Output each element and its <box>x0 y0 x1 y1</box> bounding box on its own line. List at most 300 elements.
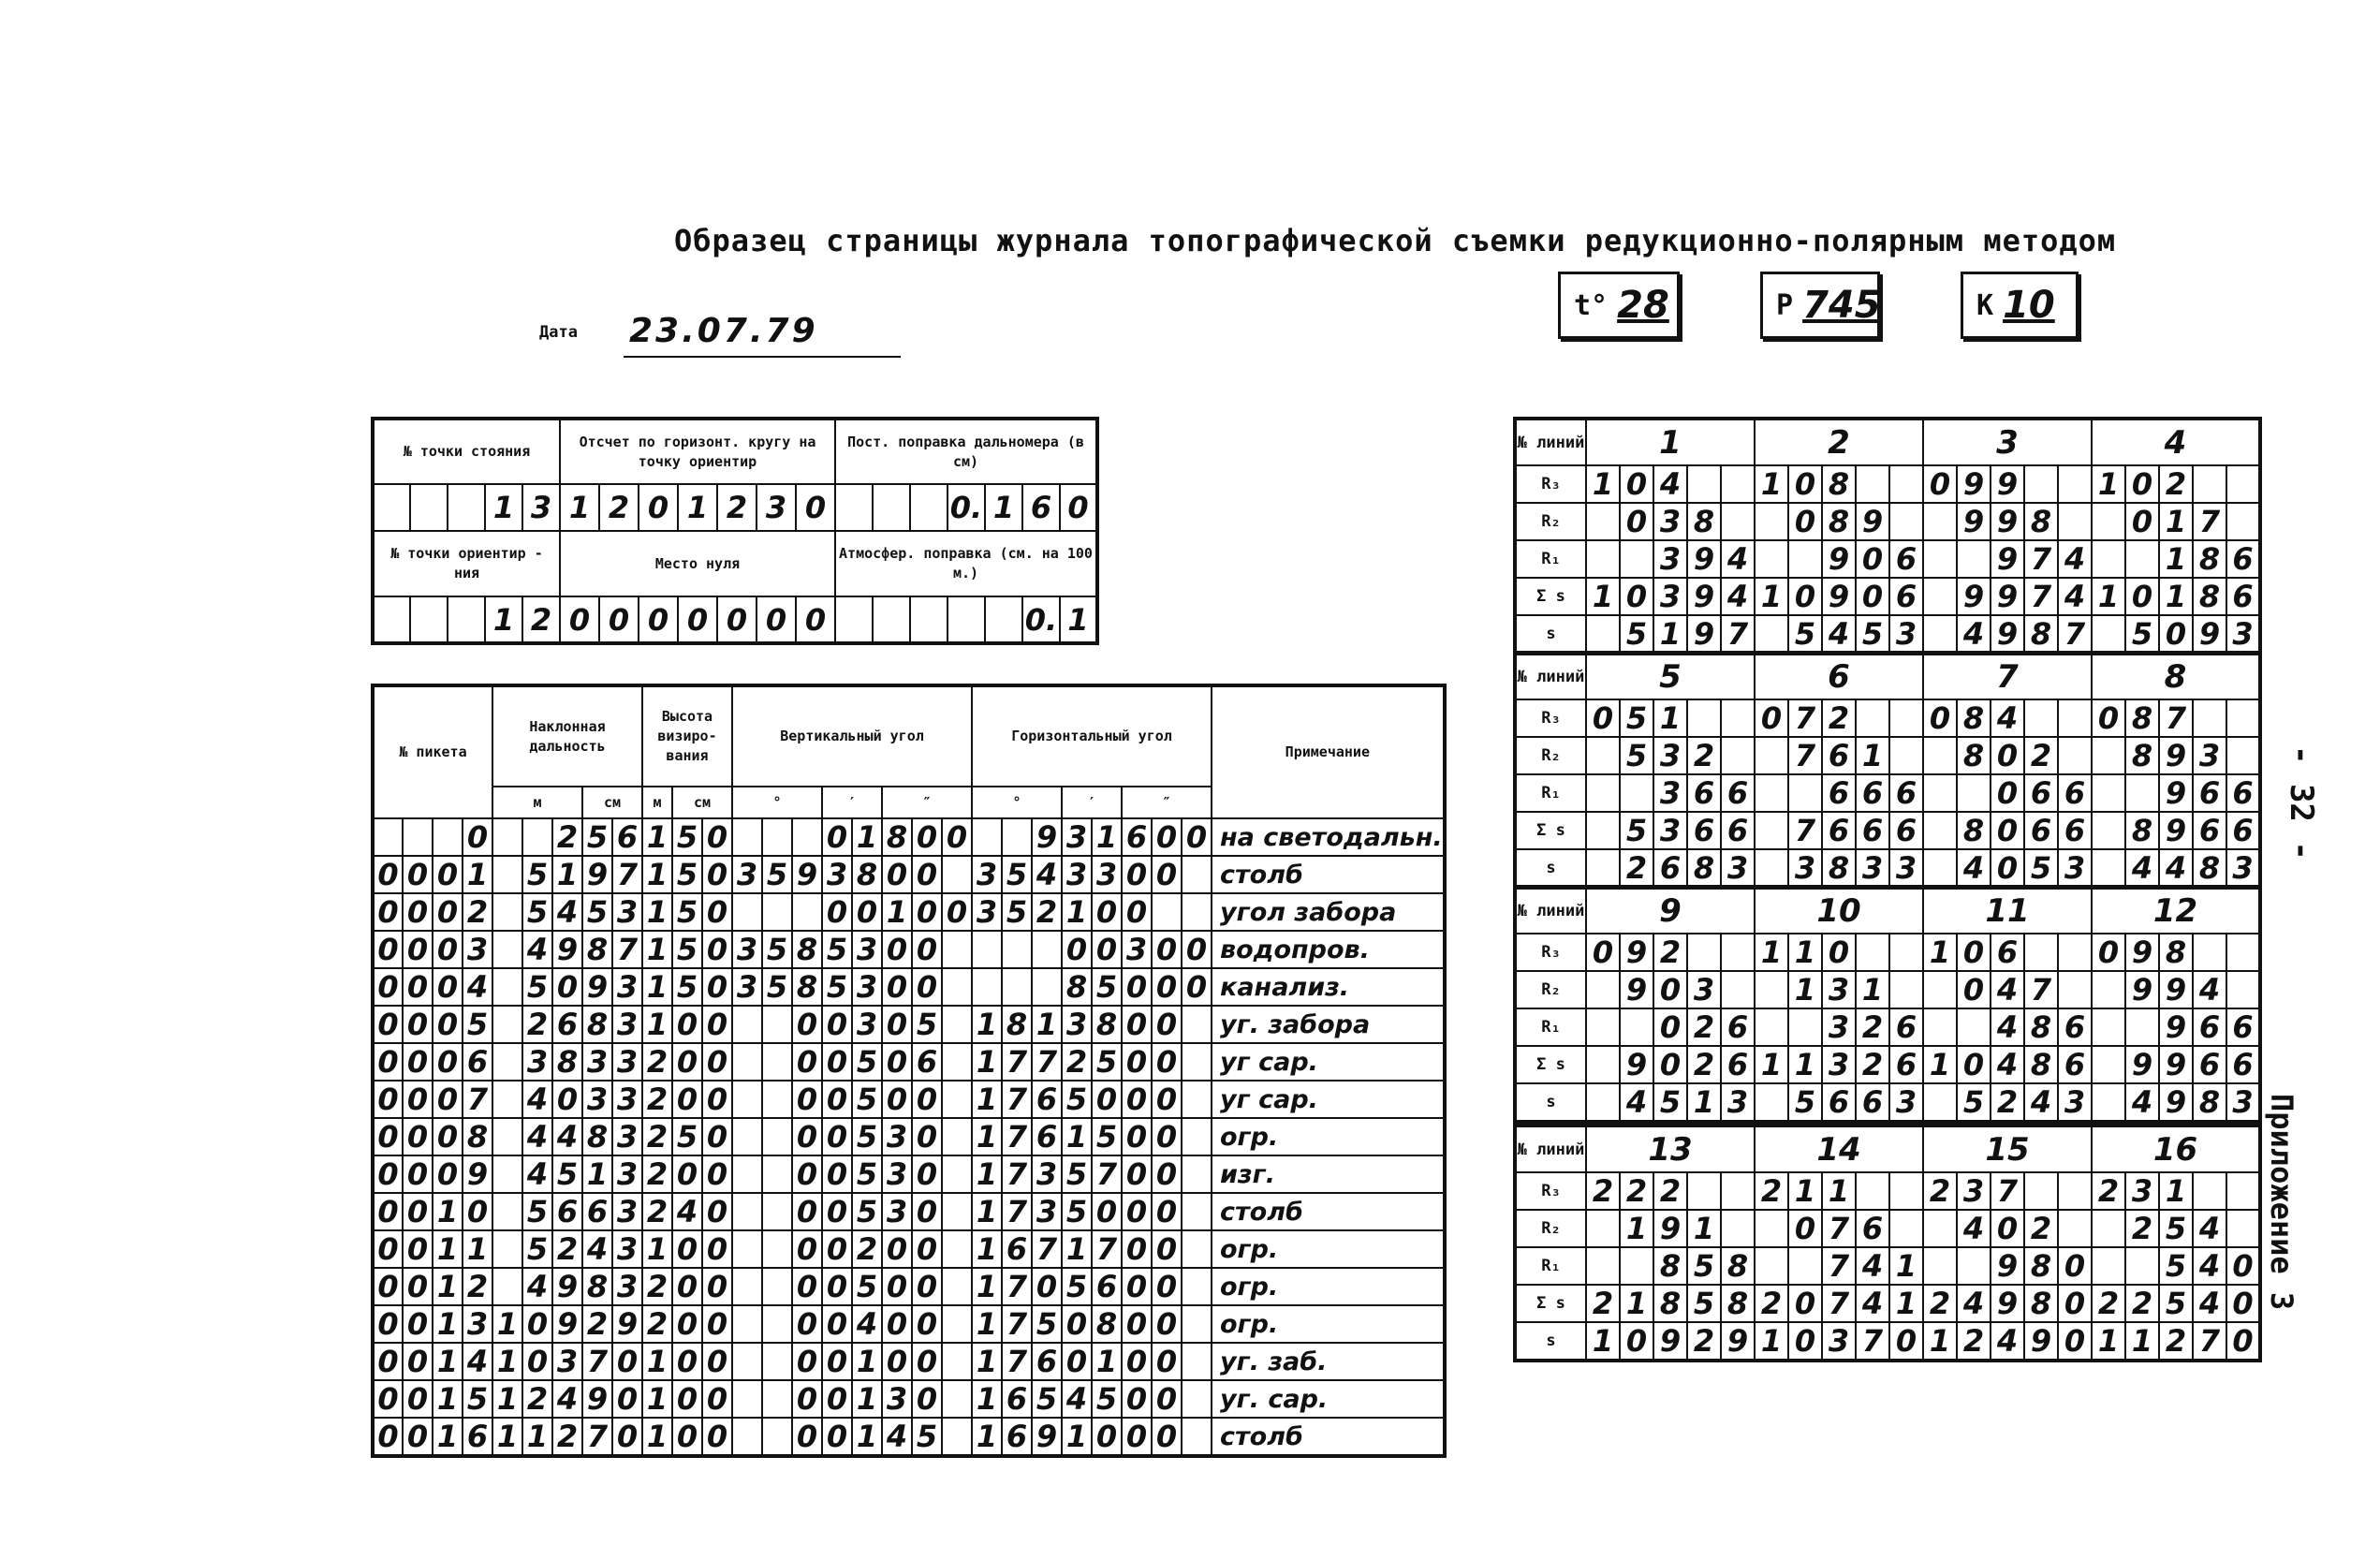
digit-cell: 3 <box>1889 1083 1923 1122</box>
digit-cell: 8 <box>2024 503 2058 540</box>
digit-cell <box>1152 893 1182 931</box>
digit-cell: 2 <box>1991 1083 2024 1122</box>
digit-cell: 0 <box>403 1418 433 1456</box>
badge-value: 745 <box>1802 284 1881 327</box>
digit-cell: 3 <box>882 1118 912 1155</box>
digit-cell <box>1687 1172 1721 1210</box>
digit-cell: 0 <box>882 931 912 968</box>
digit-cell <box>1856 465 1889 503</box>
digit-cell: 1 <box>972 1230 1002 1268</box>
line-number: 3 <box>1923 419 2092 465</box>
digit-cell <box>2226 1172 2260 1210</box>
digit-cell: 0 <box>822 1418 852 1456</box>
digit-cell: 8 <box>582 931 612 968</box>
digit-cell <box>2092 849 2125 888</box>
table-row <box>1515 540 2260 578</box>
digit-cell: 1 <box>678 484 717 531</box>
digit-cell: 6 <box>582 1193 612 1230</box>
digit-cell: 1 <box>1620 1285 1653 1322</box>
digit-cell: 8 <box>1957 699 1991 737</box>
digit-cell: 5 <box>1620 699 1653 737</box>
digit-cell: 6 <box>552 1006 582 1043</box>
digit-cell <box>1586 1083 1620 1122</box>
digit-cell: 2 <box>642 1193 672 1230</box>
digit-cell: 0 <box>433 968 463 1006</box>
digit-cell <box>762 1418 792 1456</box>
digit-cell: 2 <box>642 1155 672 1193</box>
digit-cell: 3 <box>612 893 642 931</box>
digit-cell <box>1586 812 1620 849</box>
digit-cell: 0 <box>552 968 582 1006</box>
table-row <box>1515 1008 2260 1046</box>
digit-cell: 9 <box>1687 578 1721 615</box>
digit-cell: 9 <box>1991 1285 2024 1322</box>
digit-cell: 5 <box>1062 1268 1092 1305</box>
digit-cell: 8 <box>2125 737 2159 774</box>
digit-cell: 6 <box>1889 540 1923 578</box>
digit-cell <box>762 1155 792 1193</box>
digit-cell: 0 <box>612 1343 642 1380</box>
digit-cell: 0 <box>1092 1081 1122 1118</box>
digit-cell <box>2092 1083 2125 1122</box>
digit-cell <box>2024 465 2058 503</box>
digit-cell: 0 <box>672 1380 702 1418</box>
digit-cell: 6 <box>1032 1081 1062 1118</box>
digit-cell: 0 <box>792 1155 822 1193</box>
lines-block-4 <box>1513 1124 2262 1362</box>
digit-cell: 5 <box>1687 1247 1721 1285</box>
digit-cell: 1 <box>642 1343 672 1380</box>
digit-cell: 0 <box>373 893 403 931</box>
unit-m: м <box>642 787 672 818</box>
digit-cell: 0 <box>1991 774 2024 812</box>
digit-cell: 0 <box>373 931 403 968</box>
digit-cell <box>1002 931 1032 968</box>
digit-cell <box>1889 971 1923 1008</box>
digit-cell: 0 <box>942 818 972 856</box>
page-title: Образец страницы журнала топографической съемки редукционно-полярным методом <box>674 223 2117 258</box>
digit-cell: 1 <box>985 484 1022 531</box>
digit-cell: 6 <box>912 1043 942 1081</box>
header-const-correction: Пост. поправка дальномера (в см) <box>835 419 1097 484</box>
digit-cell <box>1721 971 1755 1008</box>
digit-cell <box>1721 934 1755 971</box>
digit-cell <box>1923 1083 1957 1122</box>
digit-cell: 1 <box>972 1193 1002 1230</box>
digit-cell: 1 <box>972 1118 1002 1155</box>
digit-cell: 0 <box>702 1043 732 1081</box>
digit-cell <box>1788 1008 1822 1046</box>
digit-cell: 4 <box>2193 1210 2226 1247</box>
row-label: R₂ <box>1515 503 1586 540</box>
digit-cell: 0 <box>702 1155 732 1193</box>
digit-cell <box>373 596 410 643</box>
digit-cell <box>2092 737 2125 774</box>
digit-cell: 0 <box>1182 818 1212 856</box>
digit-cell: 2 <box>1653 934 1687 971</box>
digit-cell <box>1182 1081 1212 1118</box>
digit-cell: 0 <box>552 1081 582 1118</box>
digit-cell: 1 <box>972 1268 1002 1305</box>
digit-cell <box>1620 774 1653 812</box>
digit-cell: 6 <box>1122 818 1152 856</box>
digit-cell <box>1957 1008 1991 1046</box>
digit-cell: 0 <box>403 1343 433 1380</box>
digit-cell: 6 <box>2226 1046 2260 1083</box>
digit-cell: 7 <box>1002 1043 1032 1081</box>
digit-cell: 6 <box>1822 774 1856 812</box>
digit-cell: 5 <box>1856 615 1889 654</box>
digit-cell: 4 <box>522 1118 552 1155</box>
digit-cell: 1 <box>1822 1172 1856 1210</box>
digit-cell: 2 <box>1032 893 1062 931</box>
table-row <box>1515 1083 2260 1122</box>
digit-cell: 9 <box>582 968 612 1006</box>
digit-cell <box>1586 1008 1620 1046</box>
digit-cell <box>762 1230 792 1268</box>
digit-cell: 2 <box>1687 1322 1721 1361</box>
digit-cell: 0 <box>1788 1322 1822 1361</box>
digit-cell: 3 <box>1957 1172 1991 1210</box>
digit-cell: 5 <box>1032 1305 1062 1343</box>
note-cell: канализ. <box>1212 968 1445 1006</box>
row-label: R₁ <box>1515 774 1586 812</box>
digit-cell: 9 <box>2159 1046 2193 1083</box>
digit-cell <box>1755 1008 1788 1046</box>
digit-cell: 6 <box>463 1418 492 1456</box>
line-number: 13 <box>1586 1126 1755 1172</box>
digit-cell: 8 <box>1687 503 1721 540</box>
digit-cell <box>732 1230 762 1268</box>
digit-cell: 5 <box>672 931 702 968</box>
digit-cell <box>2024 699 2058 737</box>
digit-cell: 0 <box>912 1380 942 1418</box>
digit-cell: 0 <box>912 818 942 856</box>
digit-cell: 7 <box>1822 1285 1856 1322</box>
digit-cell: 2 <box>642 1118 672 1155</box>
digit-cell: 6 <box>2193 774 2226 812</box>
digit-cell: 0 <box>1152 968 1182 1006</box>
digit-cell: 7 <box>1788 812 1822 849</box>
digit-cell <box>2226 1210 2260 1247</box>
digit-cell: 0 <box>1122 1305 1152 1343</box>
digit-cell: 3 <box>882 1193 912 1230</box>
digit-cell: 0 <box>2226 1322 2260 1361</box>
digit-cell: 0 <box>702 931 732 968</box>
digit-cell: 3 <box>612 1118 642 1155</box>
digit-cell: 7 <box>1092 1155 1122 1193</box>
digit-cell <box>1755 849 1788 888</box>
digit-cell <box>1721 737 1755 774</box>
digit-cell <box>1923 1210 1957 1247</box>
badge-label: P <box>1776 288 1794 322</box>
digit-cell: 6 <box>1991 934 2024 971</box>
digit-cell <box>1182 1268 1212 1305</box>
unit-degrees: ° <box>972 787 1062 818</box>
table-row <box>373 1081 1445 1118</box>
row-label: s <box>1515 1322 1586 1361</box>
table-row <box>373 968 1445 1006</box>
digit-cell <box>1923 971 1957 1008</box>
digit-cell: 3 <box>463 931 492 968</box>
digit-cell: 0 <box>1586 699 1620 737</box>
digit-cell <box>2058 1210 2092 1247</box>
digit-cell: 0 <box>792 1230 822 1268</box>
digit-cell: 1 <box>1092 818 1122 856</box>
digit-cell: 9 <box>1687 615 1721 654</box>
note-cell: на светодальн. <box>1212 818 1445 856</box>
digit-cell: 2 <box>1822 699 1856 737</box>
digit-cell: 8 <box>582 1268 612 1305</box>
digit-cell <box>942 856 972 893</box>
temperature-badge <box>1558 272 1680 339</box>
line-number: 2 <box>1755 419 1923 465</box>
digit-cell: 9 <box>1991 465 2024 503</box>
digit-cell: 4 <box>672 1193 702 1230</box>
digit-cell: 0 <box>1152 1118 1182 1155</box>
table-row <box>1515 812 2260 849</box>
digit-cell <box>1182 1043 1212 1081</box>
digit-cell: 0 <box>822 1081 852 1118</box>
digit-cell: 5 <box>1620 812 1653 849</box>
digit-cell: 4 <box>2193 971 2226 1008</box>
digit-cell <box>1586 503 1620 540</box>
digit-cell <box>1755 1210 1788 1247</box>
digit-cell: 0 <box>433 1081 463 1118</box>
digit-cell: 0 <box>822 1268 852 1305</box>
digit-cell <box>492 1006 522 1043</box>
digit-cell: 0 <box>1755 699 1788 737</box>
header-vertical-angle: Вертикальный угол <box>732 685 972 787</box>
digit-cell: 9 <box>1991 1247 2024 1285</box>
digit-cell: 8 <box>2024 1247 2058 1285</box>
digit-cell: 1 <box>433 1268 463 1305</box>
digit-cell <box>2058 503 2092 540</box>
digit-cell <box>762 818 792 856</box>
digit-cell: 8 <box>2193 1083 2226 1122</box>
digit-cell: 2 <box>582 1305 612 1343</box>
table-row <box>1515 578 2260 615</box>
digit-cell: 0 <box>792 1268 822 1305</box>
digit-cell: 0 <box>822 1193 852 1230</box>
digit-cell: 5 <box>2125 615 2159 654</box>
line-number: 15 <box>1923 1126 2092 1172</box>
row-label: R₁ <box>1515 1247 1586 1285</box>
digit-cell: 5 <box>522 856 552 893</box>
digit-cell <box>1586 1046 1620 1083</box>
digit-cell: 4 <box>1653 465 1687 503</box>
digit-cell <box>1755 1083 1788 1122</box>
digit-cell <box>1889 465 1923 503</box>
digit-cell: 1 <box>1060 596 1097 643</box>
row-label: s <box>1515 849 1586 888</box>
digit-cell: 4 <box>522 1081 552 1118</box>
digit-cell: 0 <box>612 1418 642 1456</box>
row-label: Σ s <box>1515 578 1586 615</box>
digit-cell <box>1182 1193 1212 1230</box>
digit-cell: 5 <box>1002 893 1032 931</box>
unit-cm: см <box>582 787 642 818</box>
digit-cell <box>1957 540 1991 578</box>
digit-cell: 3 <box>1032 1155 1062 1193</box>
digit-cell: 9 <box>1653 1322 1687 1361</box>
digit-cell: 0 <box>373 1006 403 1043</box>
table-row <box>1515 1172 2260 1210</box>
table-row <box>373 931 1445 968</box>
digit-cell: 9 <box>1957 578 1991 615</box>
digit-cell <box>2125 1247 2159 1285</box>
digit-cell: 0 <box>373 968 403 1006</box>
digit-cell: 5 <box>1957 1083 1991 1122</box>
digit-cell: 1 <box>642 893 672 931</box>
table-row <box>373 1380 1445 1418</box>
digit-cell: 6 <box>1822 1083 1856 1122</box>
digit-cell: 9 <box>1822 578 1856 615</box>
digit-cell: 0 <box>373 1230 403 1268</box>
digit-cell: 0 <box>1122 1043 1152 1081</box>
digit-cell: 5 <box>852 1155 882 1193</box>
line-number: 11 <box>1923 887 2092 934</box>
table-row <box>1515 1285 2260 1322</box>
digit-cell <box>433 818 463 856</box>
digit-cell: 0 <box>942 893 972 931</box>
digit-cell: 6 <box>1032 1118 1062 1155</box>
digit-cell: 3 <box>1822 1046 1856 1083</box>
digit-cell: 1 <box>560 484 599 531</box>
badge-label: t° <box>1574 288 1609 322</box>
digit-cell <box>942 1081 972 1118</box>
table-row <box>1515 1247 2260 1285</box>
digit-cell: 0 <box>522 1305 552 1343</box>
digit-cell: 5 <box>1687 1285 1721 1322</box>
date-value: 23.07.79 <box>629 312 818 350</box>
row-label: Σ s <box>1515 1046 1586 1083</box>
digit-cell: 0 <box>702 1230 732 1268</box>
digit-cell: 0 <box>522 1343 552 1380</box>
digit-cell: 1 <box>492 1305 522 1343</box>
digit-cell: 0 <box>1152 1343 1182 1380</box>
digit-cell <box>1182 1305 1212 1343</box>
table-row <box>1515 774 2260 812</box>
digit-cell: 0 <box>717 596 757 643</box>
digit-cell <box>2226 737 2260 774</box>
digit-cell: 0 <box>373 1268 403 1305</box>
table-row <box>373 1043 1445 1081</box>
badge-value: 10 <box>2003 284 2055 327</box>
digit-cell: 0 <box>1092 1418 1122 1456</box>
digit-cell <box>1182 893 1212 931</box>
note-cell: уг. сар. <box>1212 1380 1445 1418</box>
digit-cell: 0 <box>792 1305 822 1343</box>
digit-cell: 3 <box>612 1230 642 1268</box>
digit-cell <box>1687 699 1721 737</box>
digit-cell: 5 <box>852 1118 882 1155</box>
digit-cell: 1 <box>485 596 522 643</box>
digit-cell: 1 <box>2092 465 2125 503</box>
digit-cell: 1 <box>972 1155 1002 1193</box>
digit-cell <box>762 1118 792 1155</box>
digit-cell: 0 <box>433 856 463 893</box>
digit-cell: 8 <box>1002 1006 1032 1043</box>
digit-cell <box>1721 465 1755 503</box>
table-row <box>373 1193 1445 1230</box>
digit-cell: 5 <box>852 1193 882 1230</box>
digit-cell: 0 <box>822 1305 852 1343</box>
digit-cell <box>732 1043 762 1081</box>
digit-cell: 6 <box>1856 812 1889 849</box>
digit-cell <box>942 968 972 1006</box>
digit-cell: 6 <box>1889 578 1923 615</box>
digit-cell <box>942 1230 972 1268</box>
digit-cell <box>942 1043 972 1081</box>
digit-cell: 1 <box>642 1230 672 1268</box>
digit-cell: 0 <box>1653 1046 1687 1083</box>
digit-cell: 6 <box>612 818 642 856</box>
digit-cell: 0 <box>1991 849 2024 888</box>
digit-cell <box>1923 774 1957 812</box>
digit-cell: 2 <box>1586 1285 1620 1322</box>
digit-cell: 0 <box>433 1043 463 1081</box>
digit-cell <box>2024 1172 2058 1210</box>
digit-cell: 6 <box>2226 578 2260 615</box>
digit-cell: 7 <box>1788 699 1822 737</box>
digit-cell: 6 <box>1822 812 1856 849</box>
digit-cell: 5 <box>1092 968 1122 1006</box>
digit-cell: 3 <box>1653 812 1687 849</box>
digit-cell: 8 <box>792 931 822 968</box>
digit-cell: 4 <box>582 1230 612 1268</box>
digit-cell: 9 <box>2125 1046 2159 1083</box>
digit-cell <box>910 596 948 643</box>
digit-cell <box>492 1268 522 1305</box>
digit-cell: 4 <box>552 1118 582 1155</box>
digit-cell: 0 <box>373 1380 403 1418</box>
digit-cell <box>942 1343 972 1380</box>
digit-cell: 8 <box>2193 540 2226 578</box>
digit-cell: 8 <box>582 1118 612 1155</box>
digit-cell: 4 <box>1957 1210 1991 1247</box>
digit-cell: 1 <box>972 1343 1002 1380</box>
digit-cell: 0 <box>702 856 732 893</box>
unit-seconds: ″ <box>1122 787 1212 818</box>
digit-cell: 4 <box>1856 1285 1889 1322</box>
digit-cell <box>792 818 822 856</box>
digit-cell: 3 <box>757 484 796 531</box>
digit-cell: 0 <box>1092 931 1122 968</box>
digit-cell: 0 <box>1653 1008 1687 1046</box>
digit-cell: 3 <box>612 968 642 1006</box>
digit-cell: 0 <box>373 1305 403 1343</box>
digit-cell: 3 <box>2125 1172 2159 1210</box>
note-cell: столб <box>1212 1418 1445 1456</box>
digit-cell: 2 <box>1687 1008 1721 1046</box>
digit-cell: 0 <box>1122 968 1152 1006</box>
digit-cell: 9 <box>1822 540 1856 578</box>
table-row <box>1515 1046 2260 1083</box>
table-row <box>1515 699 2260 737</box>
digit-cell <box>1032 968 1062 1006</box>
digit-cell: 6 <box>463 1043 492 1081</box>
digit-cell: 0 <box>702 893 732 931</box>
digit-cell: 1 <box>2159 503 2193 540</box>
digit-cell: 0 <box>433 1155 463 1193</box>
digit-cell: 0 <box>1620 578 1653 615</box>
digit-cell: 2 <box>2125 1210 2159 1247</box>
digit-cell: 9 <box>1687 540 1721 578</box>
digit-cell <box>732 1118 762 1155</box>
digit-cell: 0 <box>822 1118 852 1155</box>
digit-cell: 1 <box>1687 1210 1721 1247</box>
